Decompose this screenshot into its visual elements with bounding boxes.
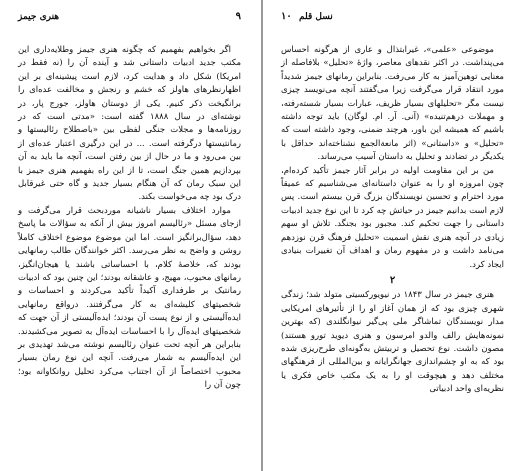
left-page	[0, 0, 259, 471]
right-paragraph-1: موضوعی «علمی»، غیرابتذال و عاری از هرگونه احساس می‌پنداشت. در اکثر نقدهای معاصر، واژهٔ «تحلیل» بلافاصله از معنایی توهین‌آمیز به کار می‌رفت. بنابراین رمانهای جیمز شدیداً مورد انتقاد قرار می‌گرفت زیرا می‌گفتند آنچه می‌نویسد چیزی نیست مگر «تحلیلهای بسیار ظریف، عبارات بسیار شسته‌رفته، و مهملات درهم‌تنیده» (آنی. آر. ام. لوگان) باید توجه داشته باشیم که همیشه این باور، هرچند ضمنی، وجود داشته است که «تحلیل» و «داستانی» (اثر مانعةالجمع نشناخته‌اند حداقل با یکدیگر در تضادند و تحلیل به داستان آسیب می‌رساند.	[281, 45, 504, 163]
left-paragraph-2: موارد اختلاف بسیار ناشیانه موردبحث قرار می‌گرفت و ازجای مسئل «رئالیسم امروز بیش از آنکه به سؤالات ما پاسخ دهد، سؤال‌برانگیز است. اما این موضوع موضوع اختلاف کاملاً روشن و واضح به نظر می‌رسد. اکثر خوانندگان طالب رمانهایی بودند که، خلاصهٔ کلام، با احساساتی باشند یا هیجان‌انگیز، رمانهای محبوب، مهیج، و عاشقانه بودند؛ این چنین بود که ادبیات رمانتیک بر طرفداری آکیداً تأکید می‌کردند و احساسات و شخصیتهای کلیشه‌ای به کار می‌گرفتند. درواقع رمانهایی ایده‌آلیستی و از نوع پست آن بودند؛ ایده‌آلیستی از آن جهت که شخصیتهای ایده‌آل را با احساسات ایده‌آل به تصویر می‌کشیدند. بنابراین هر آنچه تحت عنوان رئالیسم نوشته می‌شد تهدیدی بر این ایده‌آلیسم به شمار می‌رفت. آنچه این نوع رمان بسیار محبوب اختصاصاً از آن اجتناب می‌کرد تحلیل روانکاوانه بود؛ چون آن را	[18, 205, 241, 391]
right-body-text	[281, 44, 504, 397]
left-body-text	[18, 44, 241, 393]
left-running-header	[18, 12, 241, 26]
right-header-title: نسل قلم	[299, 12, 333, 22]
right-page	[263, 0, 522, 471]
right-paragraph-2: من بر این مقاومت اولیه در برابر آثار جیمز تأکید کرده‌ام، چون امروزه او را به عنوان داستانه‌ای می‌شناسیم که عمیقاً مورد احترام و تحسین نویسندگان بزرگ قرن بیستم است. پس لازم است بدانیم جیمز در حیاتش چه کرد تا این نوع جدید ادبیات داستانی را جهت تحکیم کند. مجبور بود بجنگد. تلاش او سهم زیادی در آنچه هنری نقش اسمیت «تحلیل فرهنگ قرن نوزدهم می‌نامد داشت و در مفهوم رمان و اهداف آن تغییرات بنیادی ایجاد کرد.	[281, 165, 504, 270]
section-marker: ۲	[389, 274, 396, 286]
left-header-title: هنری جیمز	[18, 12, 60, 22]
right-paragraph-3: هنری جیمز در سال ۱۸۴۳ در نیویورکسیتی متولد شد؛ زندگی شهری چیزی بود که از همان آغاز او را از تأثیرهای امریکایی مدار نویسندگان تماشاگر ملی پی‌گیر نیوانگلندی (که بهترین نمونه‌هایش رالف والدو امرسون و هنری دیوید تورو هستند) مصون داشت. نوع تحصیل و تربیتش به‌گونه‌ای طرح‌ریزی شده بود که به او چشم‌اندازی جهانگرایانه و بین‌المللی از فرهنگهای مختلف دهد و هیچوقت او را به یک مکتب خاص فکری یا نظریه‌ای واحد ادبیاتی	[281, 290, 504, 395]
left-paragraph-1: اگر بخواهیم بفهمیم که چگونه هنری جیمز وطلایه‌داری این مکتب جدید ادبیات داستانی شد و آینده آن را (نه فقط در امریکا) شکل داد و هدایت کرد، لازم است پیشینه‌ای بر این اظهارنظرهای هاولز که خشم و رنجش و مخالفت عده‌ای را برانگیخت ذکر کنیم. یکی از دوستان هاولز، جورج پار، در نوشته‌ای در سال ۱۸۸۸ گفته است: «مدتی است که در روزنامه‌ها و مجلات جنگی لفظی بین «باصطلاح رئالیستها و رمانتیستها درگرفته است. ... در این درگیری اعتبار عده‌ای از بین می‌رود و ما در حال از بین رفتن است، آنچه ما باید به آن بپردازیم همین جنگ است، تا از این راه بفهمیم هنری جیمز با این سبک رمان که آن هنگام بسیار جدید و گاه حتی غیرقابل درک بود چه می‌خواست بکند.	[18, 45, 241, 203]
left-page-number: ۹	[235, 11, 241, 22]
right-running-header	[281, 12, 504, 26]
right-page-number: ۱۰	[281, 11, 292, 22]
